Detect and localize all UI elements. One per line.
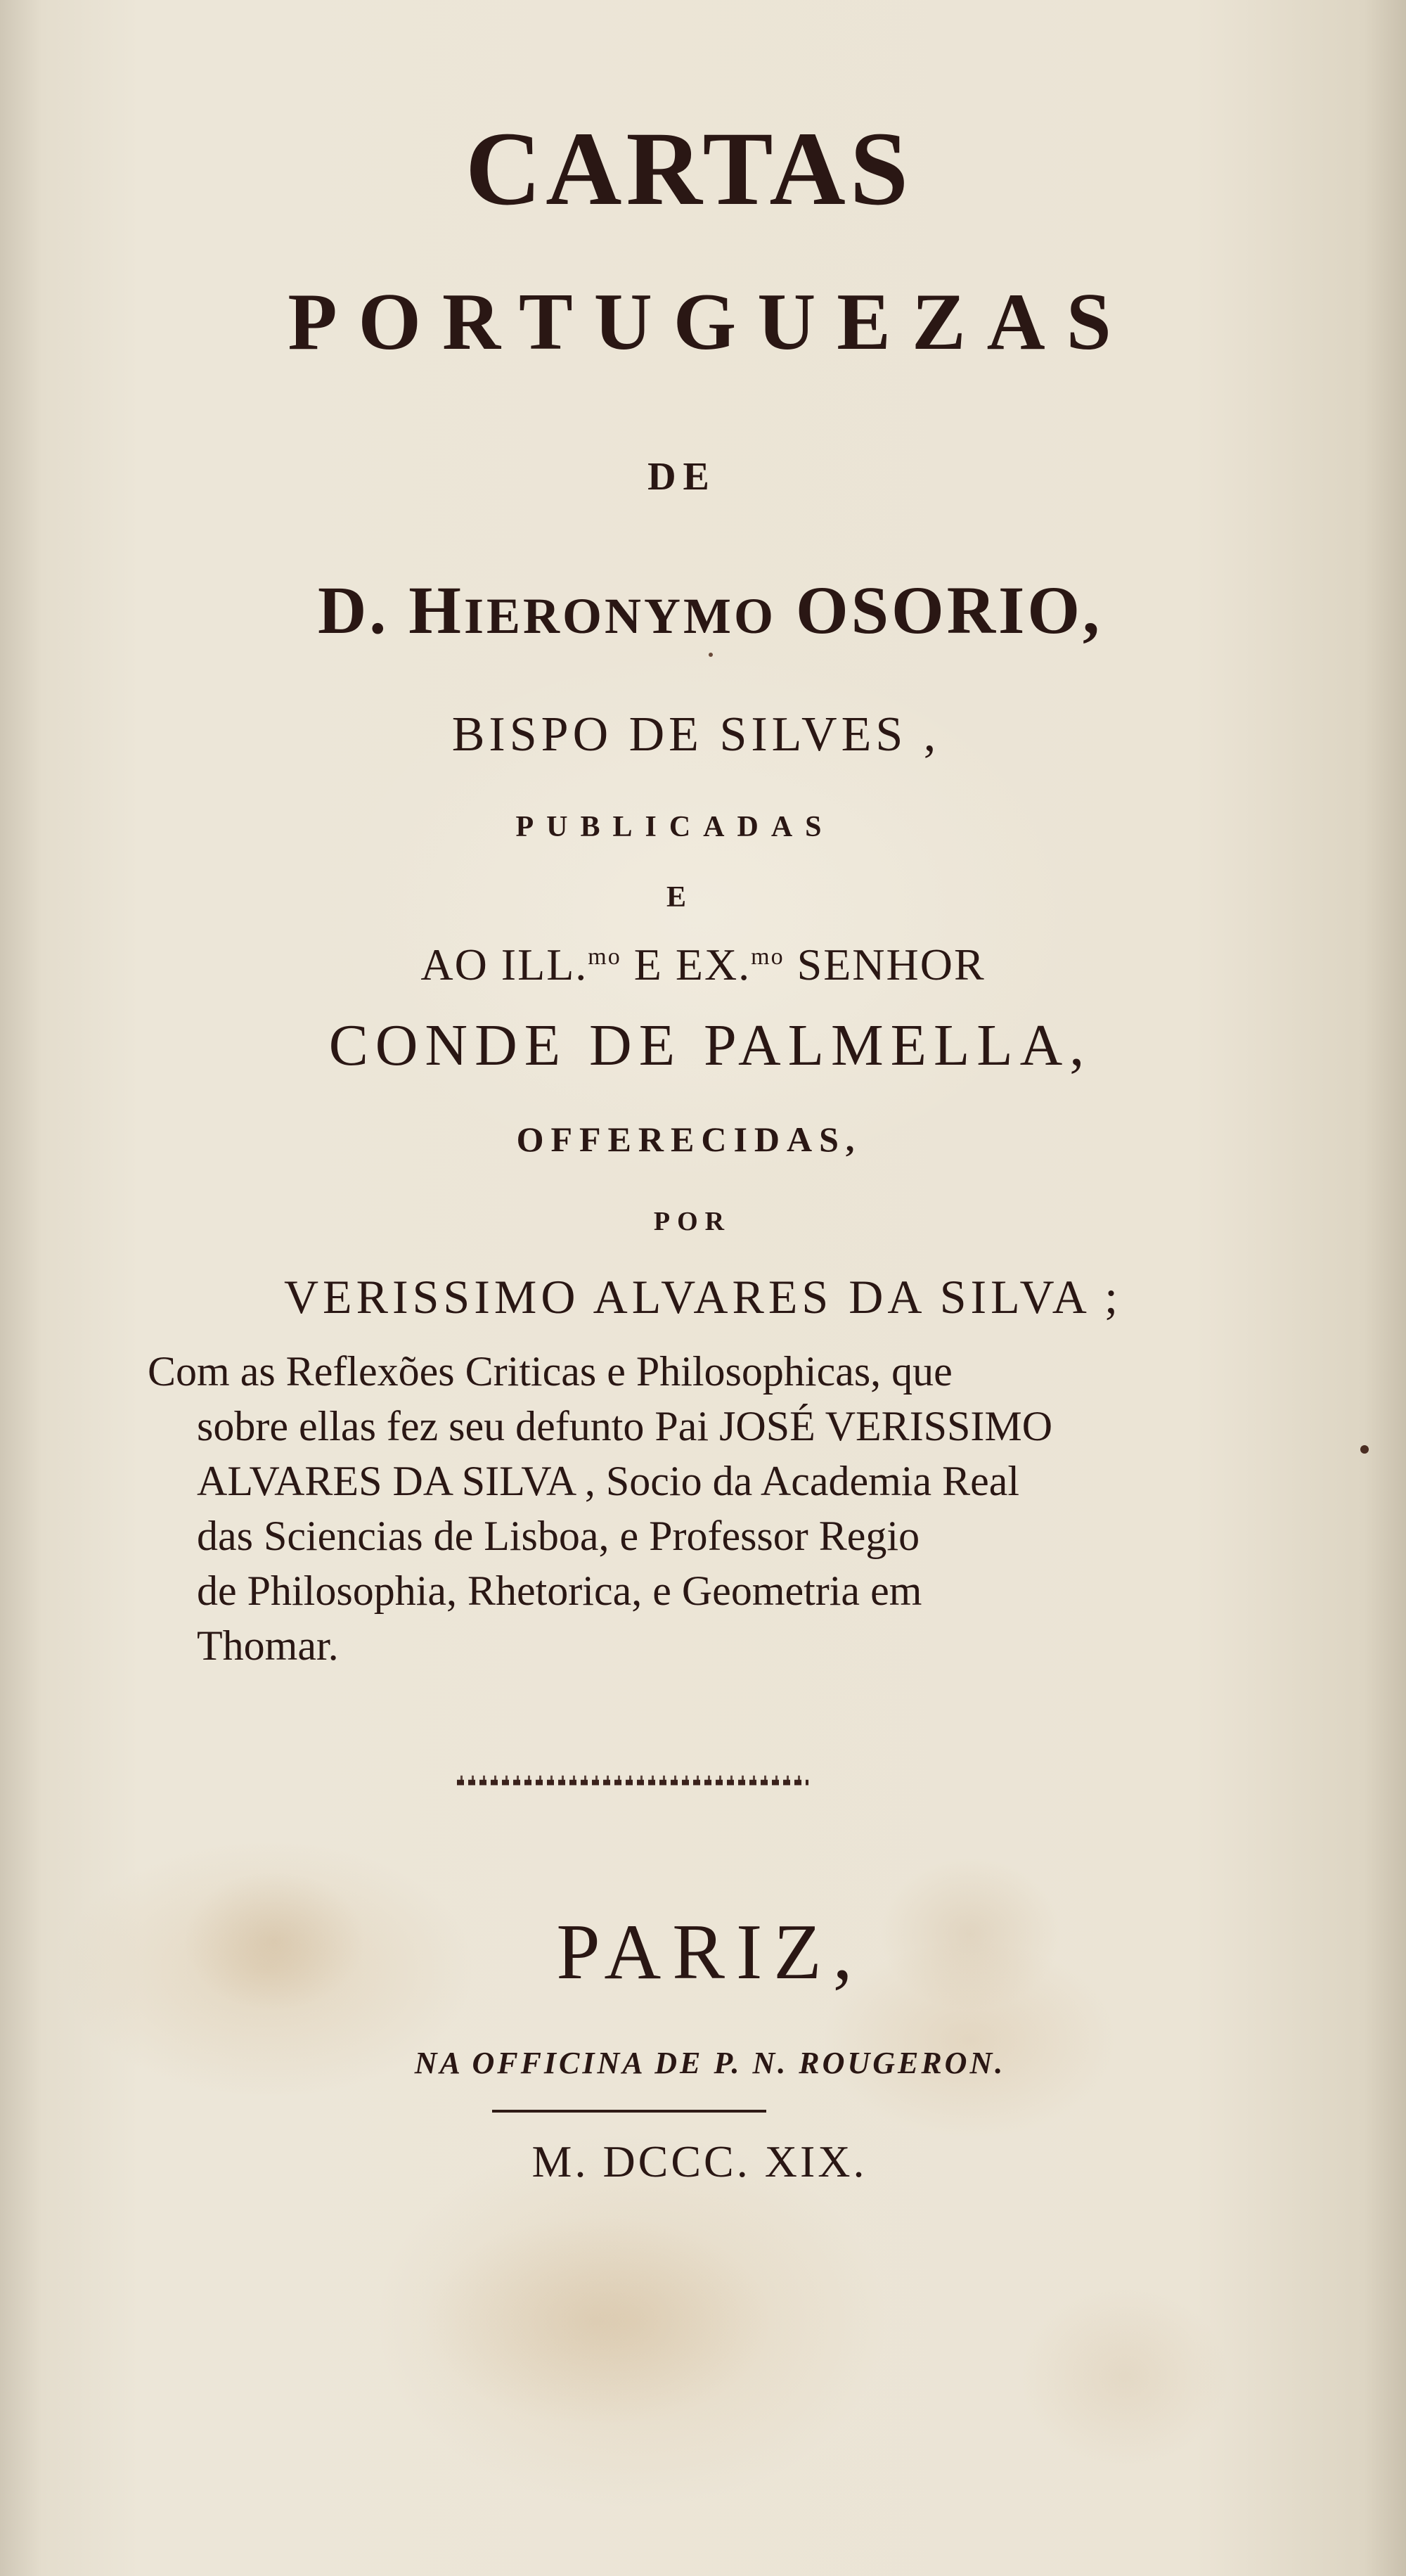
foxing-stain — [422, 2215, 773, 2426]
reflections-line: Thomar. — [197, 1622, 339, 1669]
foxing-dot — [709, 653, 713, 657]
imprint-date: M. DCCC. XIX. — [531, 2136, 868, 2186]
imprint-printer: NA OFFICINA DE P. N. ROUGERON. — [414, 2046, 1006, 2080]
by-label: POR — [653, 1207, 732, 1236]
dedication-senhor: SENHOR — [784, 940, 986, 989]
dedication-e-ex: E EX. — [621, 940, 752, 989]
dedication-line — [0, 942, 1406, 987]
author-line — [7, 572, 1406, 648]
dedication-superscript: mo — [588, 944, 621, 970]
preposition-de: DE — [647, 455, 716, 499]
reflections-line: ALVARES DA SILVA , Socio da Academia Real — [197, 1458, 1020, 1504]
author-office: BISPO DE SILVES , — [451, 707, 941, 762]
imprint-place: PARIZ, — [556, 1909, 864, 1996]
published-label: PUBLICADAS — [515, 811, 834, 843]
dedication-ao: AO ILL. — [420, 940, 588, 989]
author-given-name: IERONYMO — [463, 588, 776, 644]
book-subtitle: PORTUGUEZAS — [288, 277, 1133, 366]
author-surname: OSORIO, — [795, 572, 1103, 648]
reflections-line: sobre ellas fez seu defunto Pai JOSÉ VERISSIMO — [197, 1403, 1053, 1449]
reflections-line: de Philosophia, Rhetorica, e Geometria em — [197, 1568, 922, 1614]
dedicatee: CONDE DE PALMELLA, — [328, 1013, 1092, 1078]
foxing-dot — [1360, 1445, 1369, 1454]
foxing-stain — [1019, 2286, 1230, 2468]
editor-name: VERISSIMO ALVARES DA SILVA ; — [283, 1270, 1123, 1324]
reflections-line: das Sciencias de Lisboa, e Professor Regio — [197, 1513, 920, 1559]
author-initial: D. H — [317, 572, 464, 648]
reflections-line: Com as Reflexões Criticas e Philosophicas, que — [148, 1348, 953, 1395]
book-title: CARTAS — [465, 110, 913, 227]
dedication-superscript: mo — [751, 944, 785, 970]
conjunction-e: E — [666, 881, 690, 914]
offered-label: OFFERECIDAS, — [516, 1120, 862, 1159]
imprint-rule — [492, 2110, 766, 2113]
